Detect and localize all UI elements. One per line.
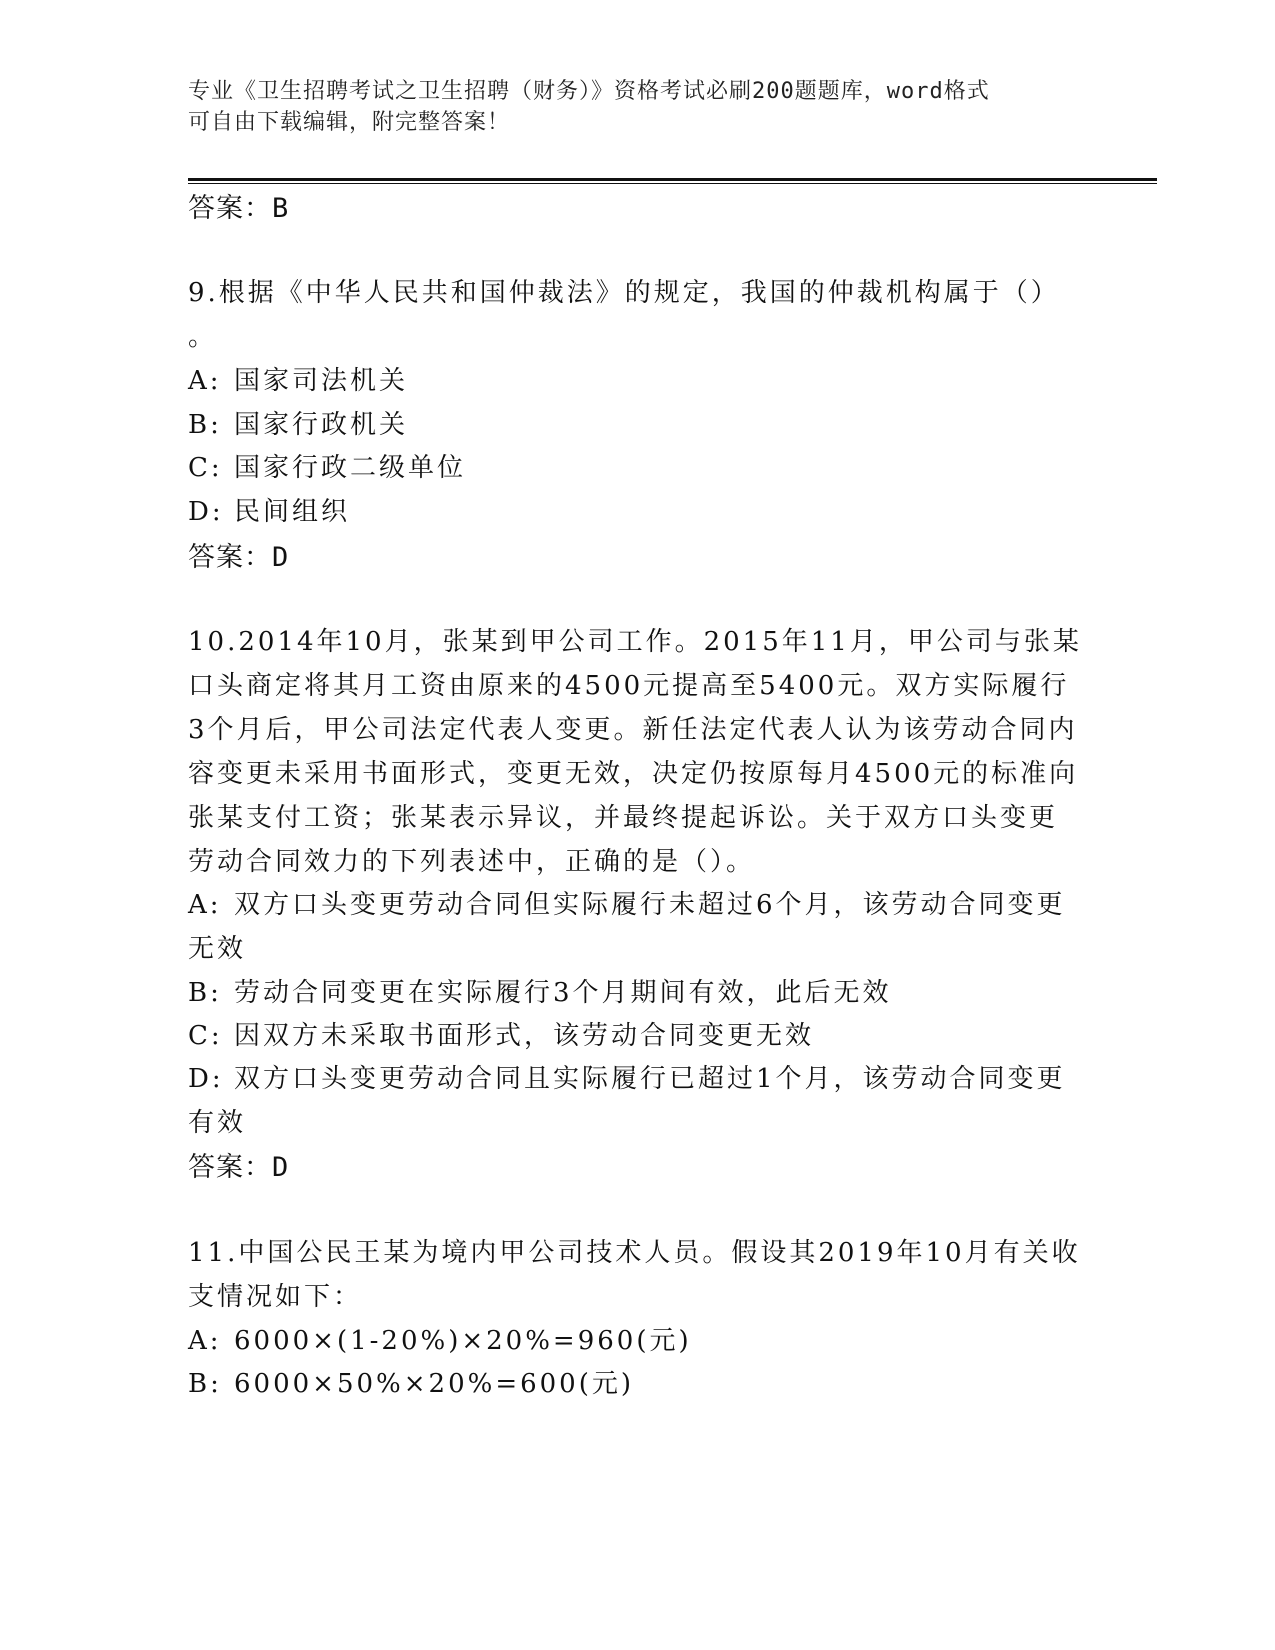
answer-q10: 答案：D [188, 1152, 290, 1183]
option-text: 国家司法机关 [234, 366, 409, 396]
option-letter: B: [188, 1369, 222, 1399]
option-letter: A: [188, 1326, 222, 1356]
option-letter: C: [188, 1021, 223, 1051]
option-letter: A: [188, 366, 222, 396]
q10-stem-line-1: 10.2014年10月，张某到甲公司工作。2015年11月，甲公司与张某 [188, 627, 1082, 657]
option-letter: C: [188, 453, 223, 483]
option-text: 6000×(1-20%)×20%=960(元) [234, 1326, 692, 1356]
option-text: 国家行政机关 [234, 410, 409, 440]
option-letter: B: [188, 410, 222, 440]
option-text: 民间组织 [234, 497, 351, 527]
option-letter: B: [188, 978, 222, 1008]
q9-stem-line-1: 9.根据《中华人民共和国仲裁法》的规定，我国的仲裁机构属于（） [188, 278, 1060, 308]
header-divider-thin [188, 183, 1157, 184]
header-line-1: 专业《卫生招聘考试之卫生招聘（财务）》资格考试必刷200题题库，word格式 [188, 79, 990, 104]
q10-option-a [188, 884, 1066, 921]
q11-option-a [188, 1320, 692, 1357]
q9-option-a [188, 360, 408, 397]
option-text: 国家行政二级单位 [234, 453, 467, 483]
option-text: 双方口头变更劳动合同且实际履行已超过1个月，该劳动合同变更 [234, 1064, 1066, 1094]
q9-option-c [188, 447, 466, 484]
q10-option-b [188, 972, 892, 1009]
q10-stem-line-5: 张某支付工资；张某表示异议，并最终提起诉讼。关于双方口头变更 [188, 803, 1059, 833]
option-letter: D: [188, 1064, 224, 1094]
option-letter: A: [188, 890, 222, 920]
q11-stem-line-1: 11.中国公民王某为境内甲公司技术人员。假设其2019年10月有关收 [188, 1238, 1081, 1268]
q10-stem-line-6: 劳动合同效力的下列表述中，正确的是（）。 [188, 847, 756, 877]
answer-q8: 答案：B [188, 193, 290, 224]
header-line-2: 可自由下载编辑，附完整答案！ [188, 110, 511, 135]
answer-q9: 答案：D [188, 542, 290, 573]
option-letter: D: [188, 497, 224, 527]
option-text: 因双方未采取书面形式，该劳动合同变更无效 [234, 1021, 815, 1051]
page-header [188, 76, 1088, 138]
option-text: 劳动合同变更在实际履行3个月期间有效，此后无效 [234, 978, 892, 1008]
q9-stem-line-2: 。 [188, 322, 218, 352]
q10-option-d-continued: 有效 [188, 1108, 247, 1138]
q9-option-b [188, 404, 408, 441]
q10-option-a-continued: 无效 [188, 934, 247, 964]
q10-option-c [188, 1015, 814, 1052]
q9-option-d [188, 491, 350, 528]
q10-option-d [188, 1058, 1066, 1095]
q10-stem-line-2: 口头商定将其月工资由原来的4500元提高至5400元。双方实际履行 [188, 671, 1070, 701]
option-text: 6000×50%×20%=600(元) [234, 1369, 635, 1399]
q11-option-b [188, 1363, 634, 1400]
q11-stem-line-2: 支情况如下： [188, 1282, 363, 1312]
q10-stem-line-3: 3个月后，甲公司法定代表人变更。新任法定代表人认为该劳动合同内 [188, 715, 1078, 745]
q10-stem-line-4: 容变更未采用书面形式，变更无效，决定仍按原每月4500元的标准向 [188, 759, 1079, 789]
header-divider-thick [188, 178, 1157, 181]
option-text: 双方口头变更劳动合同但实际履行未超过6个月，该劳动合同变更 [234, 890, 1066, 920]
